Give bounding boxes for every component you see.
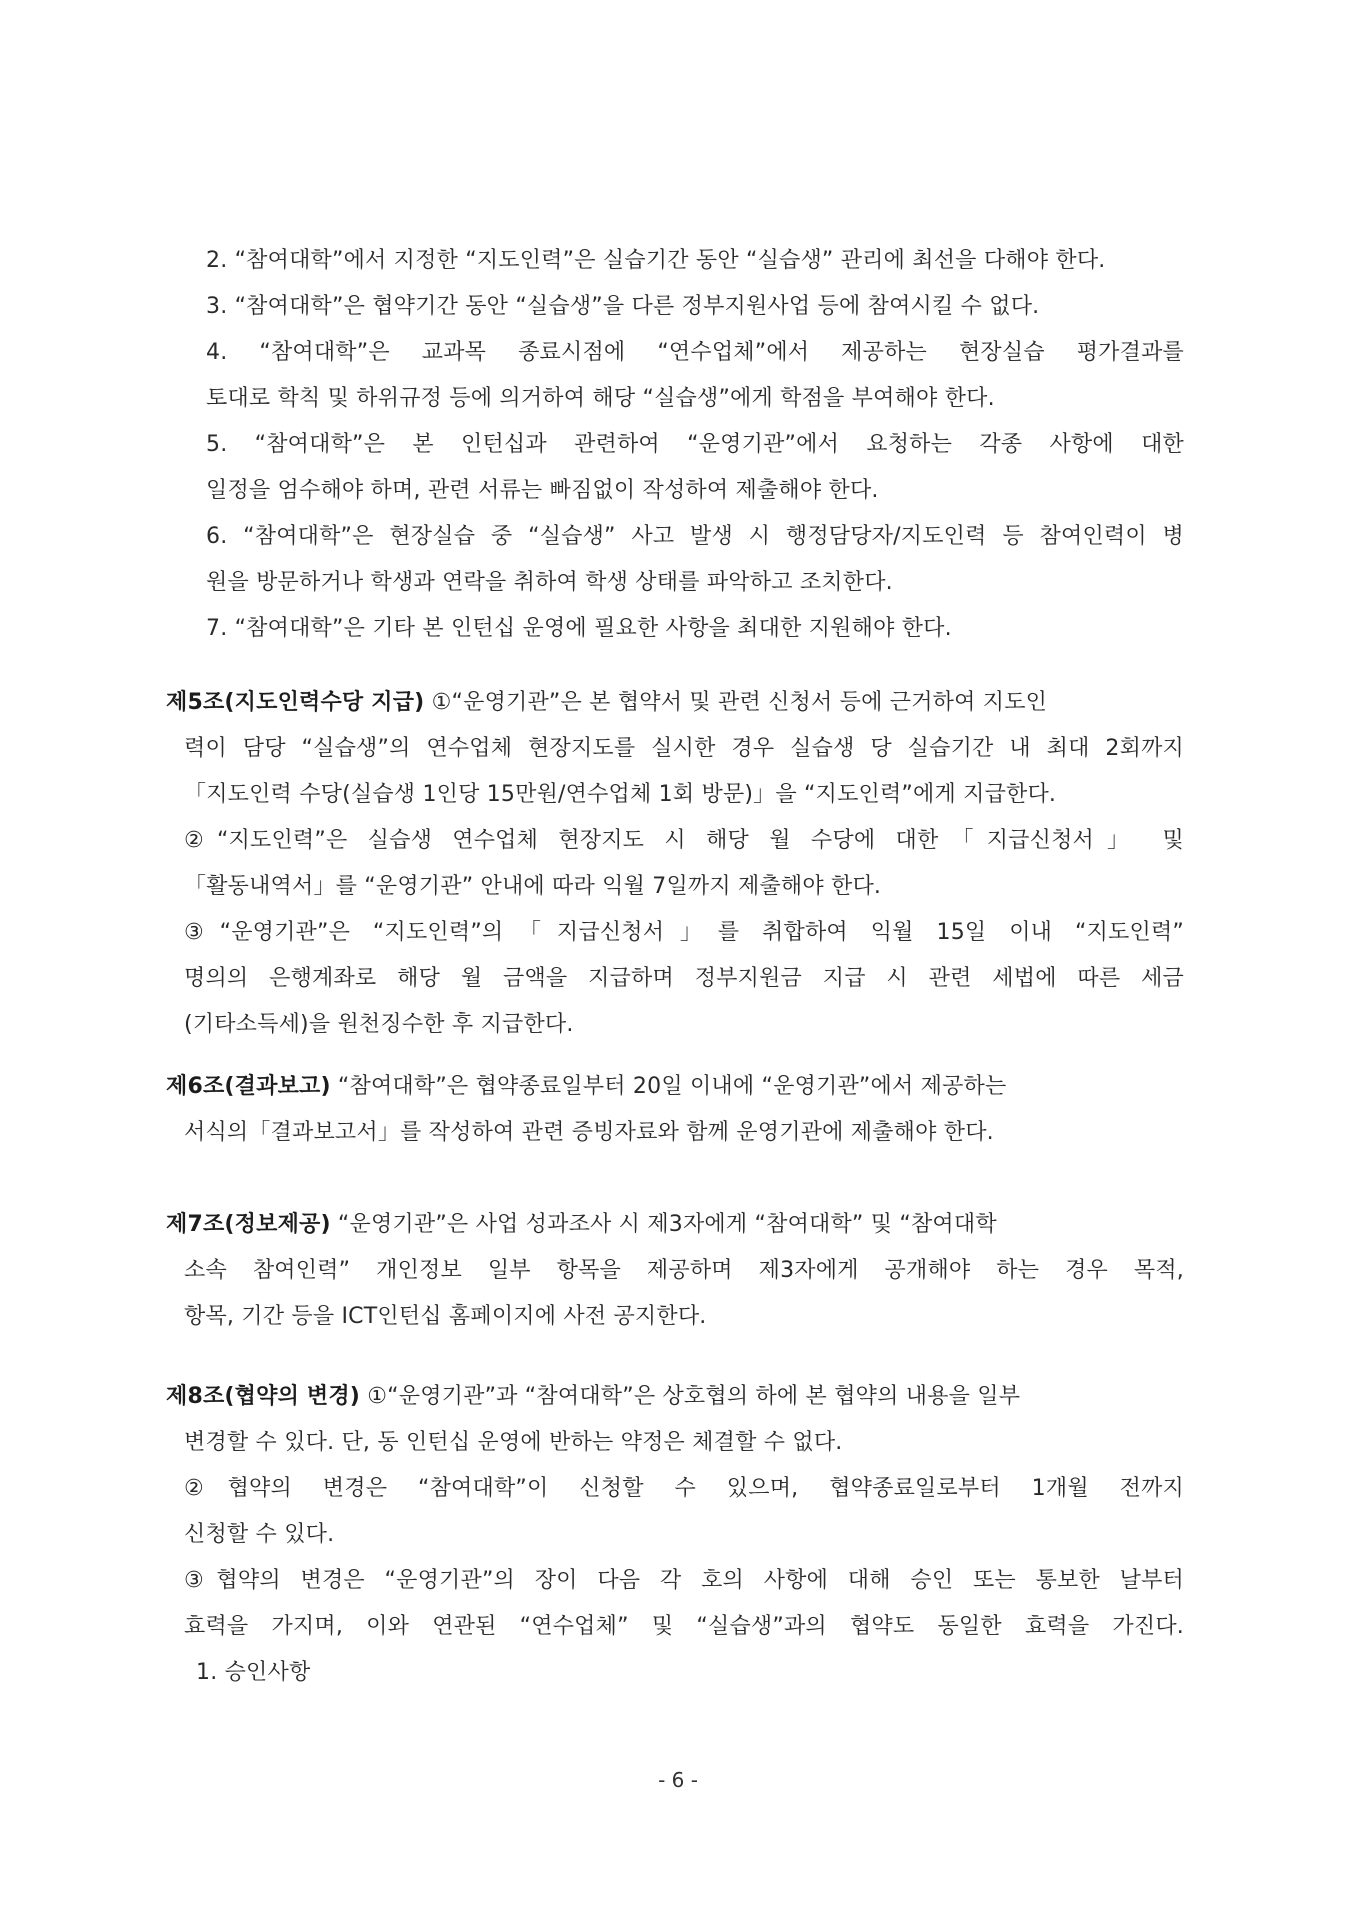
article-5-line2: 력이 담당 “실습생”의 연수업체 현장지도를 실시한 경우 실습생 당 실습기간 내 최대 2회까지 <box>184 736 1184 761</box>
item-3: 3. “참여대학”은 협약기간 동안 “실습생”을 다른 정부지원사업 등에 참여시킬 수 없다. <box>206 294 1040 319</box>
article-8-text-1: ①“운영기관”과 “참여대학”은 상호협의 하에 본 협약의 내용을 일부 <box>360 1384 1021 1409</box>
article-6-text-1: “참여대학”은 협약종료일부터 20일 이내에 “운영기관”에서 제공하는 <box>330 1074 1007 1099</box>
item-5-line1: 5. “참여대학”은 본 인턴십과 관련하여 “운영기관”에서 요청하는 각종 사항에 대한 <box>206 432 1184 457</box>
article-8-line1 <box>166 1382 1184 1412</box>
article-8-para3-line2: 효력을 가지며, 이와 연관된 “연수업체” 및 “실습생”과의 협약도 동일한 효력을 가진다. <box>184 1614 1184 1639</box>
article-7-heading: 제7조(정보제공) <box>166 1212 331 1237</box>
article-8-para2-line2: 신청할 수 있다. <box>184 1522 335 1547</box>
item-6-line2: 원을 방문하거나 학생과 연락을 취하여 학생 상태를 파악하고 조치한다. <box>206 570 893 595</box>
article-5-para2-line2: 「활동내역서」를 “운영기관” 안내에 따라 익월 7일까지 제출해야 한다. <box>184 874 882 899</box>
article-6-line2: 서식의「결과보고서」를 작성하여 관련 증빙자료와 함께 운영기관에 제출해야 한다. <box>184 1120 994 1145</box>
article-5-para2-line1: ②“지도인력”은 실습생 연수업체 현장지도 시 해당 월 수당에 대한「지급신청서」 및 <box>184 828 1184 853</box>
article-8-line2: 변경할 수 있다. 단, 동 인턴십 운영에 반하는 약정은 체결할 수 없다. <box>184 1430 843 1455</box>
article-7-line3: 항목, 기간 등을 ICT인턴십 홈페이지에 사전 공지한다. <box>184 1304 707 1329</box>
item-4-line1: 4. “참여대학”은 교과목 종료시점에 “연수업체”에서 제공하는 현장실습 평가결과를 <box>206 340 1184 365</box>
article-6-heading: 제6조(결과보고) <box>166 1074 331 1099</box>
article-6-line1 <box>166 1072 1184 1102</box>
item-2: 2. “참여대학”에서 지정한 “지도인력”은 실습기간 동안 “실습생” 관리에 최선을 다해야 한다. <box>206 248 1106 273</box>
article-7-line1 <box>166 1210 1184 1240</box>
article-8-para2-line1: ②협약의 변경은 “참여대학”이 신청할 수 있으며, 협약종료일로부터 1개월 전까지 <box>184 1476 1184 1501</box>
article-8-para3-line1: ③협약의 변경은 “운영기관”의 장이 다음 각 호의 사항에 대해 승인 또는 통보한 날부터 <box>184 1568 1184 1593</box>
article-5-para3-line3: (기타소득세)을 원천징수한 후 지급한다. <box>184 1012 574 1037</box>
article-7-line2: 소속 참여인력” 개인정보 일부 항목을 제공하며 제3자에게 공개해야 하는 경우 목적, <box>184 1258 1184 1283</box>
item-5-line2: 일정을 엄수해야 하며, 관련 서류는 빠짐없이 작성하여 제출해야 한다. <box>206 478 879 503</box>
article-5-para3-line1: ③“운영기관”은 “지도인력”의「지급신청서」를 취합하여 익월 15일 이내 “지도인력” <box>184 920 1184 945</box>
page-number: - 6 - <box>658 1768 698 1792</box>
article-5-text-1: ①“운영기관”은 본 협약서 및 관련 신청서 등에 근거하여 지도인 <box>424 690 1048 715</box>
item-4-line2: 토대로 학칙 및 하위규정 등에 의거하여 해당 “실습생”에게 학점을 부여해야 한다. <box>206 386 995 411</box>
article-5-para3-line2: 명의의 은행계좌로 해당 월 금액을 지급하며 정부지원금 지급 시 관련 세법에 따른 세금 <box>184 966 1184 991</box>
article-5-line3: 「지도인력 수당(실습생 1인당 15만원/연수업체 1회 방문)」을 “지도인력”에게 지급한다. <box>184 782 1057 807</box>
item-7: 7. “참여대학”은 기타 본 인턴십 운영에 필요한 사항을 최대한 지원해야 한다. <box>206 616 952 641</box>
item-6-line1: 6. “참여대학”은 현장실습 중 “실습생” 사고 발생 시 행정담당자/지도인력 등 참여인력이 병 <box>206 524 1184 549</box>
article-5-heading: 제5조(지도인력수당 지급) <box>166 690 425 715</box>
article-5-line1 <box>166 688 1184 718</box>
article-8-heading: 제8조(협약의 변경) <box>166 1384 361 1409</box>
article-7-text-1: “운영기관”은 사업 성과조사 시 제3자에게 “참여대학” 및 “참여대학 <box>330 1212 997 1237</box>
article-8-subitem-1: 1. 승인사항 <box>196 1660 311 1685</box>
